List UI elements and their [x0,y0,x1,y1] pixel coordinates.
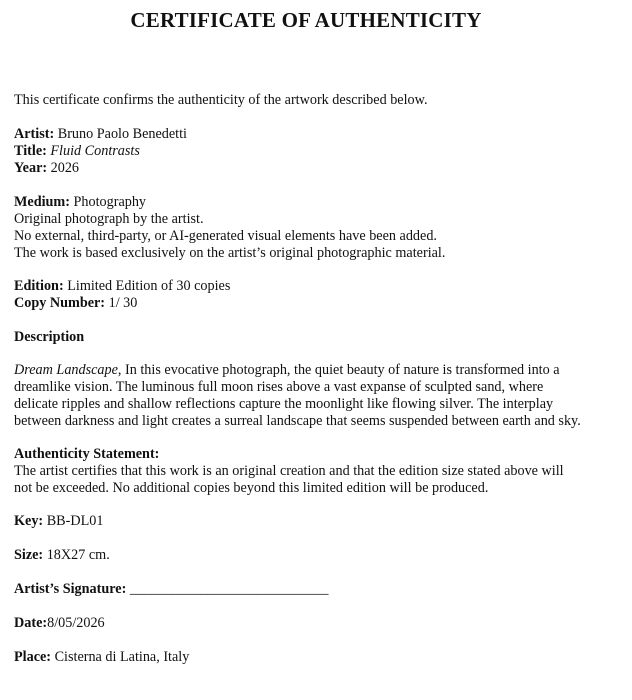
copy-number-value: 1/ 30 [108,295,138,311]
certificate-title: CERTIFICATE OF AUTHENTICITY [130,8,482,32]
artist-value: Bruno Paolo Benedetti [57,126,187,142]
title-label: Title: [14,143,47,159]
size-label: Size: [14,547,44,563]
key-label: Key: [14,513,44,529]
key-value: BB-DL01 [46,513,104,529]
year-value: 2026 [50,160,80,176]
date-value: 8/05/2026 [47,615,105,631]
description-line: between darkness and light creates a surreal landscape that seems suspended between earth and sky. [14,413,581,429]
medium-value: Photography [73,194,147,210]
signature-label: Artist’s Signature: [14,581,127,597]
edition-section [14,278,614,312]
copy-number-row [14,295,614,312]
size-row [14,547,614,564]
title-row [14,143,614,160]
signature-row [14,581,614,598]
intro-text: This certificate confirms the authenticity of the artwork described below. [14,92,428,108]
place-value: Cisterna di Latina, Italy [54,649,190,665]
year-row [14,160,614,177]
artist-label: Artist: [14,126,55,142]
medium-line: The work is based exclusively on the artist’s original photographic material. [14,245,446,261]
medium-line: No external, third-party, or AI-generated visual elements have been added. [14,228,437,244]
description-line [14,362,614,379]
description-line: delicate ripples and shallow reflections capture the moonlight like flowing silver. The interplay [14,396,554,412]
size-value: 18X27 cm. [46,547,110,563]
authenticity-section [14,446,614,497]
title-value: Fluid Contrasts [50,143,140,159]
medium-section [14,194,614,262]
year-label: Year: [14,160,48,176]
description-line: dreamlike vision. The luminous full moon rises above a vast expanse of sculpted sand, where [14,379,544,395]
place-label: Place: [14,649,52,665]
signature-line: ____________________________ [129,581,329,597]
copy-number-label: Copy Number: [14,295,106,311]
edition-row [14,278,614,295]
description-heading: Description [14,329,85,345]
edition-value: Limited Edition of 30 copies [67,278,231,294]
artist-row [14,126,614,143]
description-heading-block [14,329,614,346]
edition-label: Edition: [14,278,64,294]
authenticity-line: not be exceeded. No additional copies beyond this limited edition will be produced. [14,480,489,496]
authenticity-line: The artist certifies that this work is an original creation and that the edition size stated above will [14,463,564,479]
intro-paragraph [14,92,614,109]
medium-label: Medium: [14,194,70,210]
description-italic-lead: Dream Landscape [14,362,118,378]
authenticity-heading: Authenticity Statement: [14,446,160,462]
description-line-0: , In this evocative photograph, the quiet beauty of nature is transformed into a [117,362,560,378]
medium-row [14,194,614,211]
medium-line: Original photograph by the artist. [14,211,204,227]
description-paragraph [14,362,614,430]
place-row [14,649,614,666]
date-label: Date: [14,615,48,631]
artwork-details [14,126,614,177]
date-row [14,615,614,632]
key-row [14,513,614,530]
